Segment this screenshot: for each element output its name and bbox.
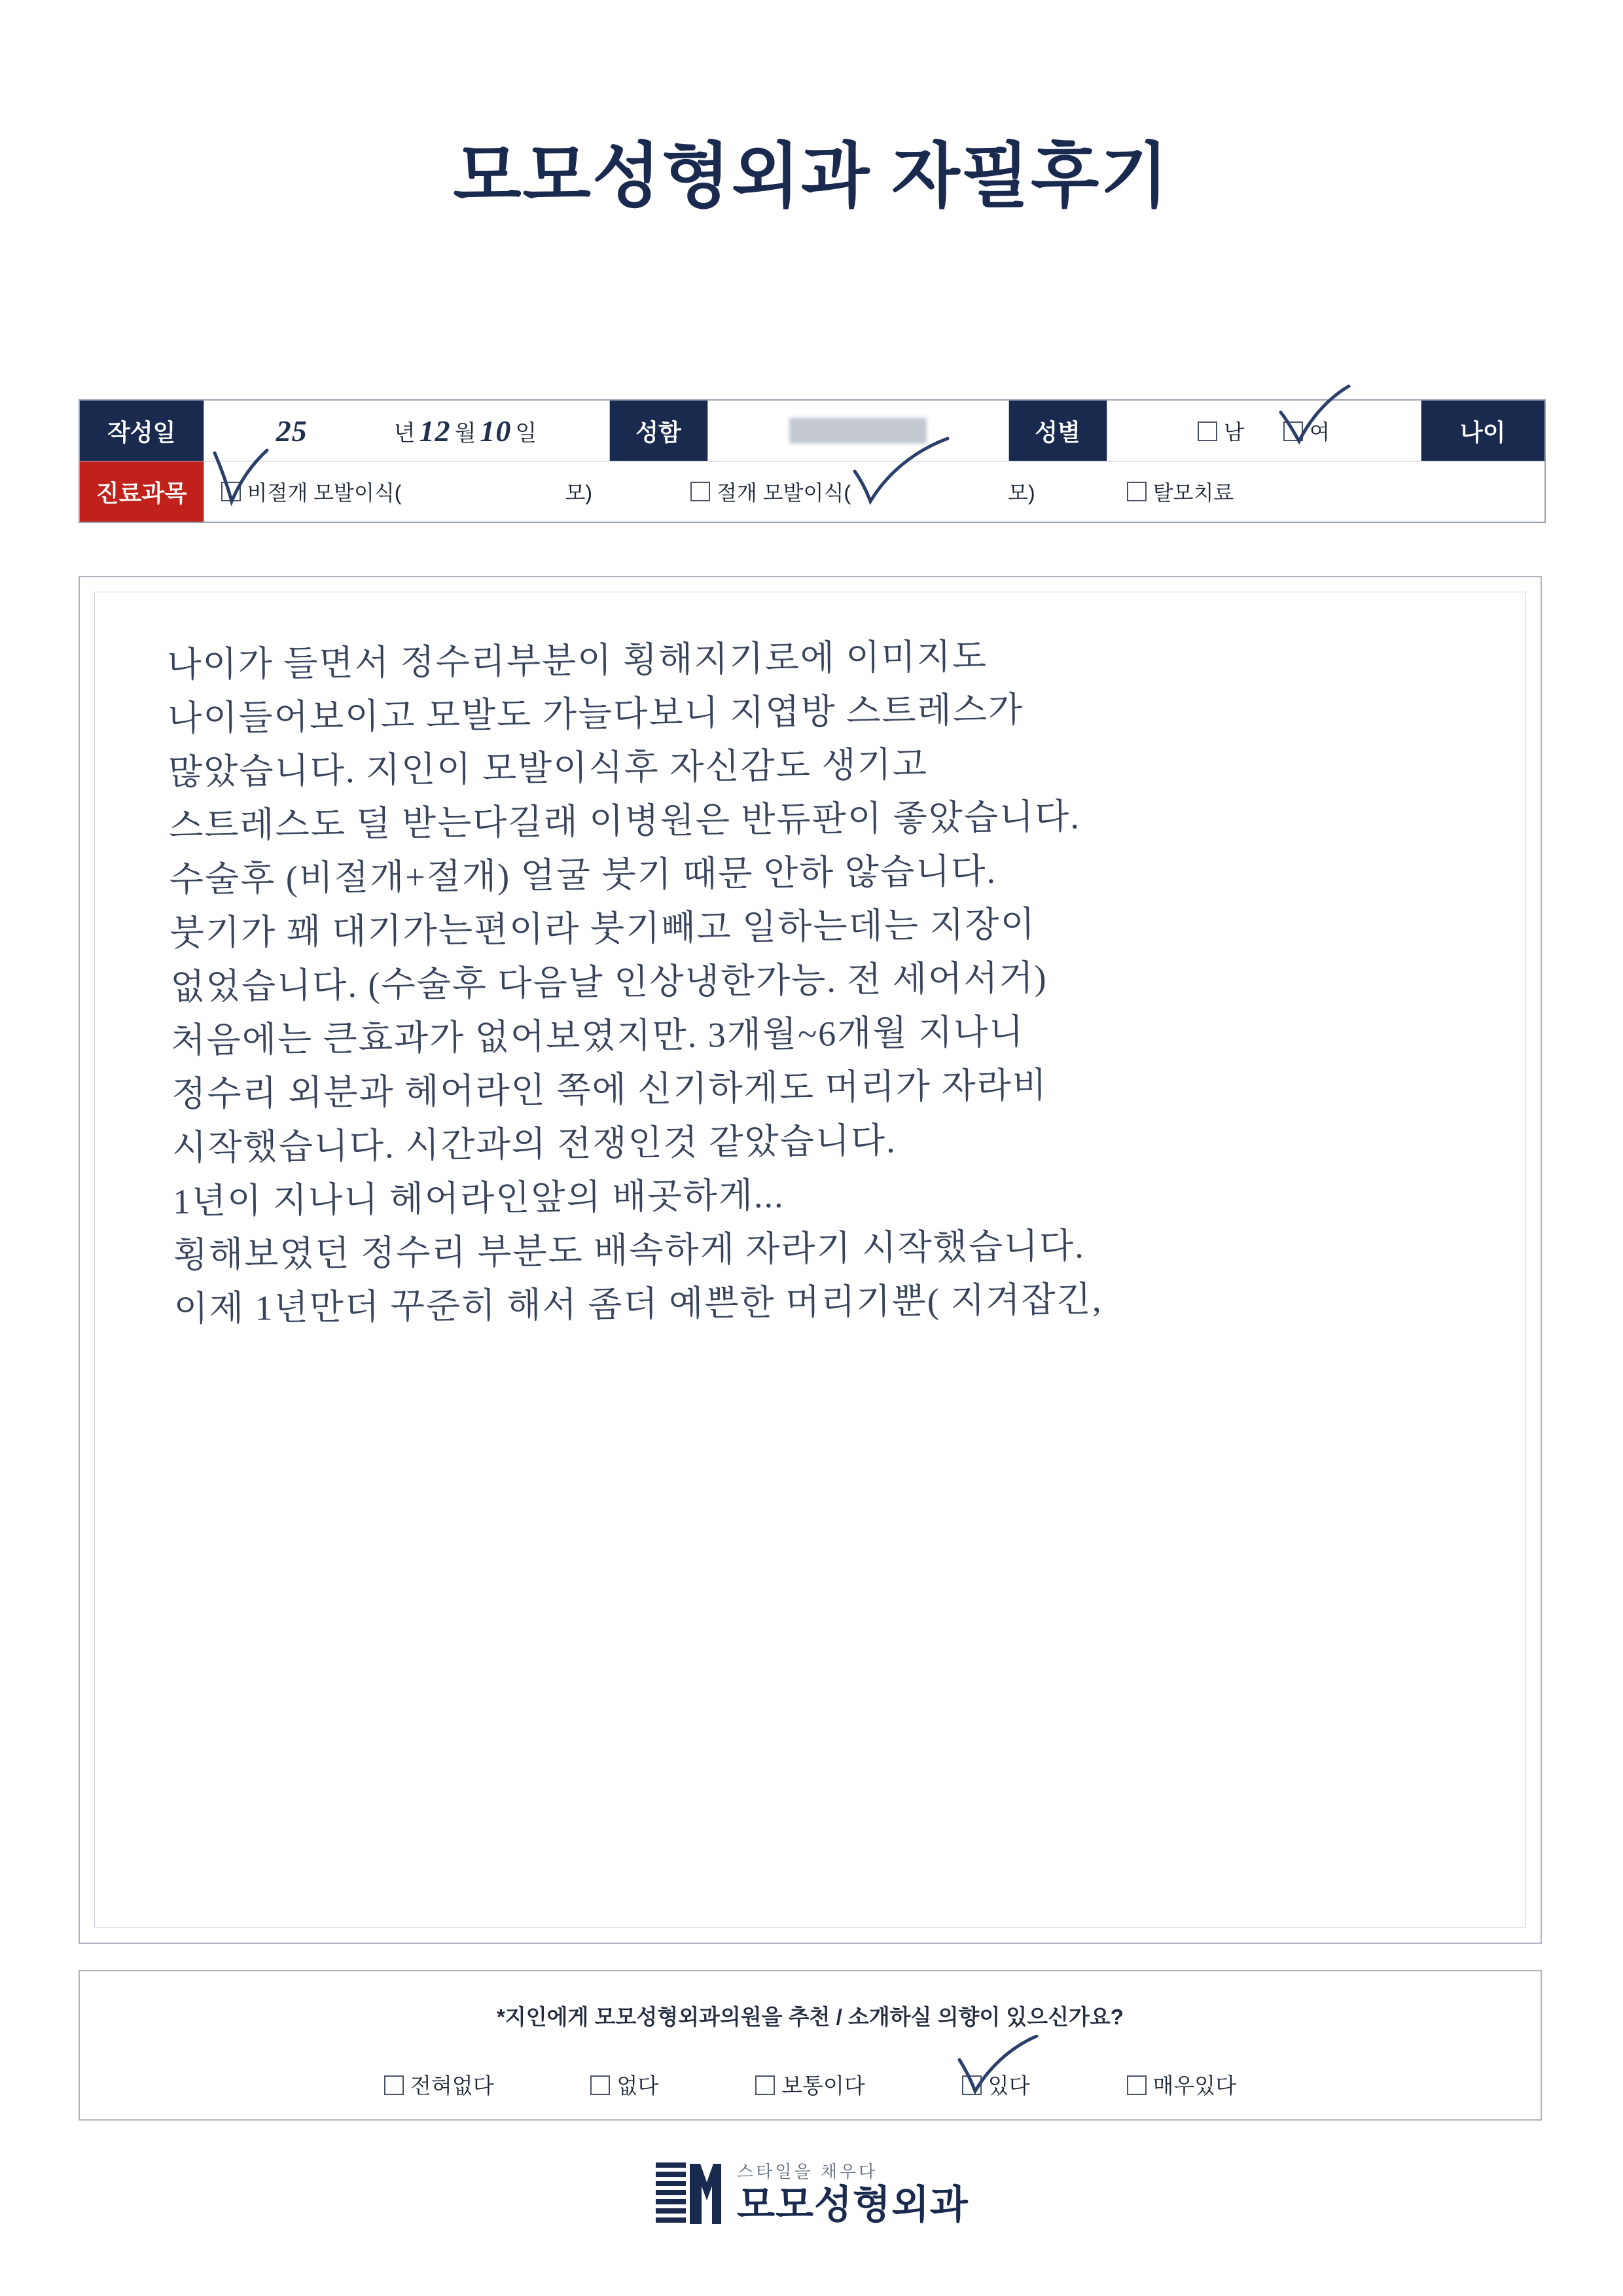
procedure-options-cell[interactable] bbox=[204, 461, 1545, 523]
survey-option-4[interactable] bbox=[1127, 2069, 1237, 2100]
gender-option-female[interactable] bbox=[1283, 416, 1330, 446]
recommendation-survey bbox=[79, 1970, 1542, 2121]
checkbox-male-icon[interactable] bbox=[1198, 422, 1217, 441]
checkbox-survey-2-icon[interactable] bbox=[755, 2075, 775, 2095]
survey-option-3[interactable] bbox=[962, 2069, 1030, 2100]
clinic-logo-icon bbox=[654, 2160, 722, 2228]
logo-brand-name: 모모성형외과 bbox=[737, 2183, 969, 2227]
name-value-cell[interactable] bbox=[707, 400, 1008, 461]
survey-option-0-label: 전혀없다 bbox=[410, 2073, 494, 2098]
survey-option-2-label: 보통이다 bbox=[781, 2073, 865, 2098]
date-month-value: 12 bbox=[419, 414, 451, 448]
checkbox-survey-4-icon[interactable] bbox=[1127, 2075, 1147, 2095]
procedure-unit-0: 모) bbox=[565, 481, 593, 505]
form-table bbox=[79, 399, 1546, 523]
logo-slogan: 스타일을 채우다 bbox=[737, 2162, 878, 2181]
form-row-procedure bbox=[79, 461, 1545, 523]
survey-option-1-label: 없다 bbox=[616, 2073, 659, 2098]
date-year-unit: 년 bbox=[393, 420, 416, 446]
procedure-label-2: 탈모치료 bbox=[1152, 481, 1234, 505]
date-year-value: 25 bbox=[276, 414, 308, 448]
procedure-label-1: 절개 모발이식( bbox=[717, 481, 851, 505]
name-label: 성함 bbox=[609, 400, 707, 461]
procedure-label-0: 비절개 모발이식( bbox=[247, 481, 402, 505]
survey-options bbox=[80, 2069, 1541, 2100]
procedure-option-2[interactable] bbox=[1127, 476, 1234, 507]
gender-female-label: 여 bbox=[1310, 420, 1330, 444]
checkbox-incision-icon[interactable] bbox=[690, 482, 710, 501]
survey-question: *지인에게 모모성형외과의원을 추천 / 소개하실 의향이 있으신가요? bbox=[497, 2005, 1124, 2029]
date-day-unit: 일 bbox=[515, 420, 537, 446]
survey-option-3-label: 있다 bbox=[988, 2073, 1030, 2098]
survey-option-1[interactable] bbox=[590, 2069, 658, 2100]
survey-option-0[interactable] bbox=[384, 2069, 494, 2100]
age-label: 나이 bbox=[1421, 400, 1545, 461]
checkbox-nonincision-icon[interactable] bbox=[221, 482, 241, 501]
page-title: 모모성형외과 자필후기 bbox=[453, 136, 1170, 215]
form-row-basic bbox=[79, 400, 1545, 461]
gender-option-male[interactable] bbox=[1198, 416, 1244, 446]
form-header bbox=[79, 399, 1544, 523]
checkbox-female-icon[interactable] bbox=[1283, 422, 1303, 441]
procedure-option-1[interactable] bbox=[690, 476, 1035, 507]
survey-option-4-label: 매우있다 bbox=[1152, 2073, 1237, 2098]
footer-logo bbox=[0, 2160, 1623, 2228]
procedure-unit-1: 모) bbox=[1008, 481, 1035, 505]
gender-value-cell[interactable] bbox=[1107, 400, 1421, 461]
gender-male-label: 남 bbox=[1224, 420, 1244, 444]
date-label: 작성일 bbox=[79, 400, 204, 461]
survey-option-2[interactable] bbox=[755, 2069, 865, 2100]
clinic-logo-text bbox=[737, 2163, 969, 2225]
checkbox-survey-3-icon[interactable] bbox=[962, 2075, 982, 2095]
checkbox-hairloss-icon[interactable] bbox=[1127, 482, 1147, 501]
procedure-option-0[interactable] bbox=[221, 476, 593, 507]
date-month-unit: 월 bbox=[454, 420, 476, 446]
checkbox-survey-0-icon[interactable] bbox=[384, 2075, 404, 2095]
name-redacted bbox=[789, 418, 927, 444]
department-label: 진료과목 bbox=[79, 461, 204, 523]
date-value-cell[interactable] bbox=[204, 400, 609, 461]
gender-label: 성별 bbox=[1008, 400, 1107, 461]
handwritten-review-inner bbox=[94, 592, 1526, 1928]
handwritten-review-box bbox=[79, 576, 1542, 1944]
date-day-value: 10 bbox=[480, 414, 512, 448]
handwritten-review-text: 나이가 들면서 정수리부분이 횡해지기로에 이미지도 나이들어보이고 모발도 가늘다보니 지엽방 스트레스가 많았습니다. 지인이 모발이식후 자신감도 생기고 스트레스도 덜 받는다길래 이병원은 반듀판이 좋았습니다. 수술후 (비절개+절개) 얼굴 붓기 때문 안하 않습니다. 붓기가 꽤 대기가는편이라 붓기빼고 일하는데는 지장이 없었습니다. (수술후 다음날 인상냉한가능. 전 세어서거) 처음에는 큰효과가 없어보였지만. 3개월~6개월 지나니 정수리 외분과 헤어라인 쪽에 신기하게도 머리가 자라비 시작했습니다. 시간과의 전쟁인것 같았습니다. 1년이 지나니 헤어라인앞의 배곳하게... 횡해보였던 정수리 부분도 배속하게 자라기 시작했습니다. 이제 1년만더 꾸준히 해서 좀더 예쁜한 머리기뿐( 지겨잡긴, bbox=[167, 636, 1103, 1329]
checkbox-survey-1-icon[interactable] bbox=[590, 2075, 610, 2095]
